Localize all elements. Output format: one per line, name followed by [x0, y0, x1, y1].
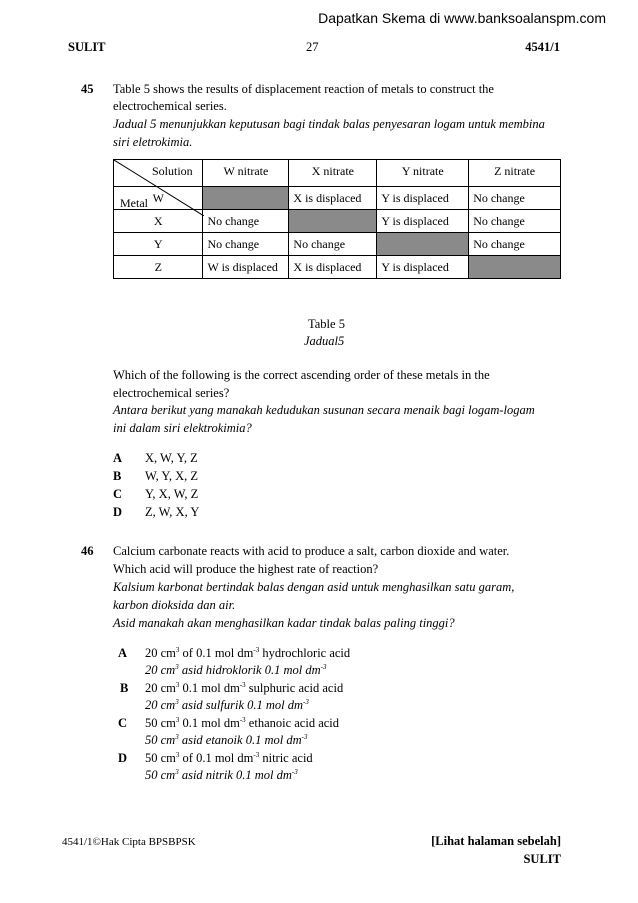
- acid-name: hydrochloric acid: [259, 646, 351, 661]
- superscript: 3: [175, 663, 179, 671]
- metal-label: W: [114, 187, 203, 210]
- q45-intro-ms-1: Jadual 5 menunjukkan keputusan bagi tindak balas penyesaran logam untuk membina: [113, 117, 545, 131]
- superscript: -3: [303, 698, 309, 706]
- volume: 20 cm: [145, 698, 176, 713]
- q46-option-a-ms: [145, 663, 326, 678]
- option-text: Z, W, X, Y: [145, 505, 200, 519]
- q46-option-c-en[interactable]: [145, 716, 339, 731]
- superscript: -3: [253, 646, 260, 654]
- superscript: 3: [175, 716, 180, 724]
- watermark-link: Dapatkan Skema di www.banksoalanspm.com: [318, 10, 606, 26]
- table-cell: No change: [469, 210, 561, 233]
- table-caption-en: Table 5: [308, 317, 345, 331]
- table-cell: Y is displaced: [377, 187, 469, 210]
- option-letter: D: [113, 505, 123, 519]
- volume: 50 cm: [145, 716, 176, 731]
- q45-intro-ms-2: siri eletrokimia.: [113, 135, 193, 149]
- column-header: X nitrate: [289, 160, 377, 187]
- q45-option-b[interactable]: [113, 469, 198, 484]
- table-cell: No change: [203, 210, 289, 233]
- q45-option-c[interactable]: [113, 487, 198, 502]
- table-cell: Y is displaced: [377, 256, 469, 279]
- question-45-number: 45: [81, 82, 94, 96]
- table-cell: X is displaced: [289, 187, 377, 210]
- q45-option-a[interactable]: [113, 451, 198, 466]
- concentration-text: of 0.1 mol dm: [179, 751, 254, 766]
- q45-question-en-2: electrochemical series?: [113, 386, 230, 400]
- option-letter: C: [113, 487, 123, 501]
- q45-intro-en-1: Table 5 shows the results of displacement reaction of metals to construct the: [113, 82, 494, 96]
- q45-option-d[interactable]: [113, 505, 199, 520]
- acid-name: sulphuric acid acid: [245, 681, 344, 696]
- superscript: -3: [239, 681, 246, 689]
- footer-next-page: [Lihat halaman sebelah]: [431, 834, 561, 848]
- volume: 20 cm: [145, 681, 176, 696]
- concentration-text: 0.1 mol dm: [179, 716, 240, 731]
- superscript: 3: [175, 751, 180, 759]
- option-text: Y, X, W, Z: [145, 487, 199, 501]
- q46-option-b-letter[interactable]: B: [120, 681, 129, 695]
- paper-code: 4541/1: [525, 40, 560, 54]
- table-caption-ms: Jadual5: [304, 334, 345, 348]
- q46-option-d-letter[interactable]: D: [118, 751, 128, 765]
- superscript: -3: [239, 716, 246, 724]
- diagonal-header-cell: [114, 160, 203, 210]
- superscript: -3: [320, 663, 327, 671]
- question-46-number: 46: [81, 544, 94, 558]
- table-row: [114, 233, 561, 256]
- acid-text: asid etanoik 0.1 mol dm: [178, 733, 302, 748]
- table-5: [113, 159, 561, 279]
- q46-option-c-letter[interactable]: C: [118, 716, 128, 730]
- table-cell: No change: [469, 233, 561, 256]
- table-row: [114, 256, 561, 279]
- q46-en-2: Which acid will produce the highest rate of reaction?: [113, 562, 379, 576]
- q45-intro-en-2: electrochemical series.: [113, 99, 227, 113]
- metal-label: Z: [114, 256, 203, 279]
- q46-option-d-ms: [145, 768, 298, 783]
- acid-name: ethanoic acid acid: [245, 716, 340, 731]
- header-sulit: SULIT: [68, 40, 106, 54]
- table-cell: W is displaced: [203, 256, 289, 279]
- concentration-text: 0.1 mol dm: [179, 681, 240, 696]
- table-cell: No change: [469, 187, 561, 210]
- shaded-cell: [377, 233, 469, 256]
- acid-text: asid nitrik 0.1 mol dm: [178, 768, 292, 783]
- concentration-text: of 0.1 mol dm: [179, 646, 254, 661]
- q46-option-d-en[interactable]: [145, 751, 313, 766]
- q46-option-a-en[interactable]: [145, 646, 350, 661]
- q45-question-en-1: Which of the following is the correct ascending order of these metals in the: [113, 368, 490, 382]
- volume: 50 cm: [145, 768, 176, 783]
- superscript: 3: [175, 681, 180, 689]
- table-cell: No change: [289, 233, 377, 256]
- column-header: Y nitrate: [377, 160, 469, 187]
- table-cell: No change: [203, 233, 289, 256]
- diag-label-solution: Solution: [152, 164, 193, 178]
- table-cell: X is displaced: [289, 256, 377, 279]
- diag-label-metal: Metal: [120, 196, 148, 210]
- option-text: X, W, Y, Z: [145, 451, 198, 465]
- option-letter: A: [113, 451, 123, 465]
- metal-label: Y: [114, 233, 203, 256]
- superscript: 3: [175, 768, 179, 776]
- superscript: -3: [253, 751, 260, 759]
- footer-sulit: SULIT: [523, 852, 561, 866]
- table-header-row: [114, 160, 561, 187]
- superscript: 3: [175, 733, 179, 741]
- superscript: 3: [175, 698, 179, 706]
- shaded-cell: [203, 187, 289, 210]
- superscript: -3: [291, 768, 298, 776]
- column-header: W nitrate: [203, 160, 289, 187]
- acid-text: asid hidroklorik 0.1 mol dm: [178, 663, 321, 678]
- volume: 50 cm: [145, 733, 176, 748]
- shaded-cell: [289, 210, 377, 233]
- option-letter: B: [113, 469, 122, 483]
- footer-copyright: 4541/1©Hak Cipta BPSBPSK: [62, 836, 196, 848]
- volume: 20 cm: [145, 646, 176, 661]
- q46-en-1: Calcium carbonate reacts with acid to produce a salt, carbon dioxide and water.: [113, 544, 510, 558]
- q46-ms-1: Kalsium karbonat bertindak balas dengan asid untuk menghasilkan satu garam,: [113, 580, 515, 594]
- q46-ms-3: Asid manakah akan menghasilkan kadar tindak balas paling tinggi?: [113, 616, 455, 630]
- q46-option-a-letter[interactable]: A: [118, 646, 128, 660]
- shaded-cell: [469, 256, 561, 279]
- superscript: -3: [301, 733, 308, 741]
- acid-name: nitric acid: [259, 751, 313, 766]
- column-header: Z nitrate: [469, 160, 561, 187]
- superscript: 3: [175, 646, 180, 654]
- acid-text: asid sulfurik 0.1 mol dm: [178, 698, 304, 713]
- metal-label: X: [114, 210, 203, 233]
- q45-question-ms-1: Antara berikut yang manakah kedudukan susunan secara menaik bagi logam-logam: [113, 403, 535, 417]
- table-cell: Y is displaced: [377, 210, 469, 233]
- q45-question-ms-2: ini dalam siri elektrokimia?: [113, 421, 252, 435]
- option-text: W, Y, X, Z: [145, 469, 199, 483]
- q46-option-c-ms: [145, 733, 307, 748]
- q46-ms-2: karbon dioksida dan air.: [113, 598, 236, 612]
- page-number: 27: [306, 40, 319, 54]
- volume: 50 cm: [145, 751, 176, 766]
- q46-option-b-ms: [145, 698, 309, 713]
- q46-option-b-en[interactable]: [145, 681, 343, 696]
- volume: 20 cm: [145, 663, 176, 678]
